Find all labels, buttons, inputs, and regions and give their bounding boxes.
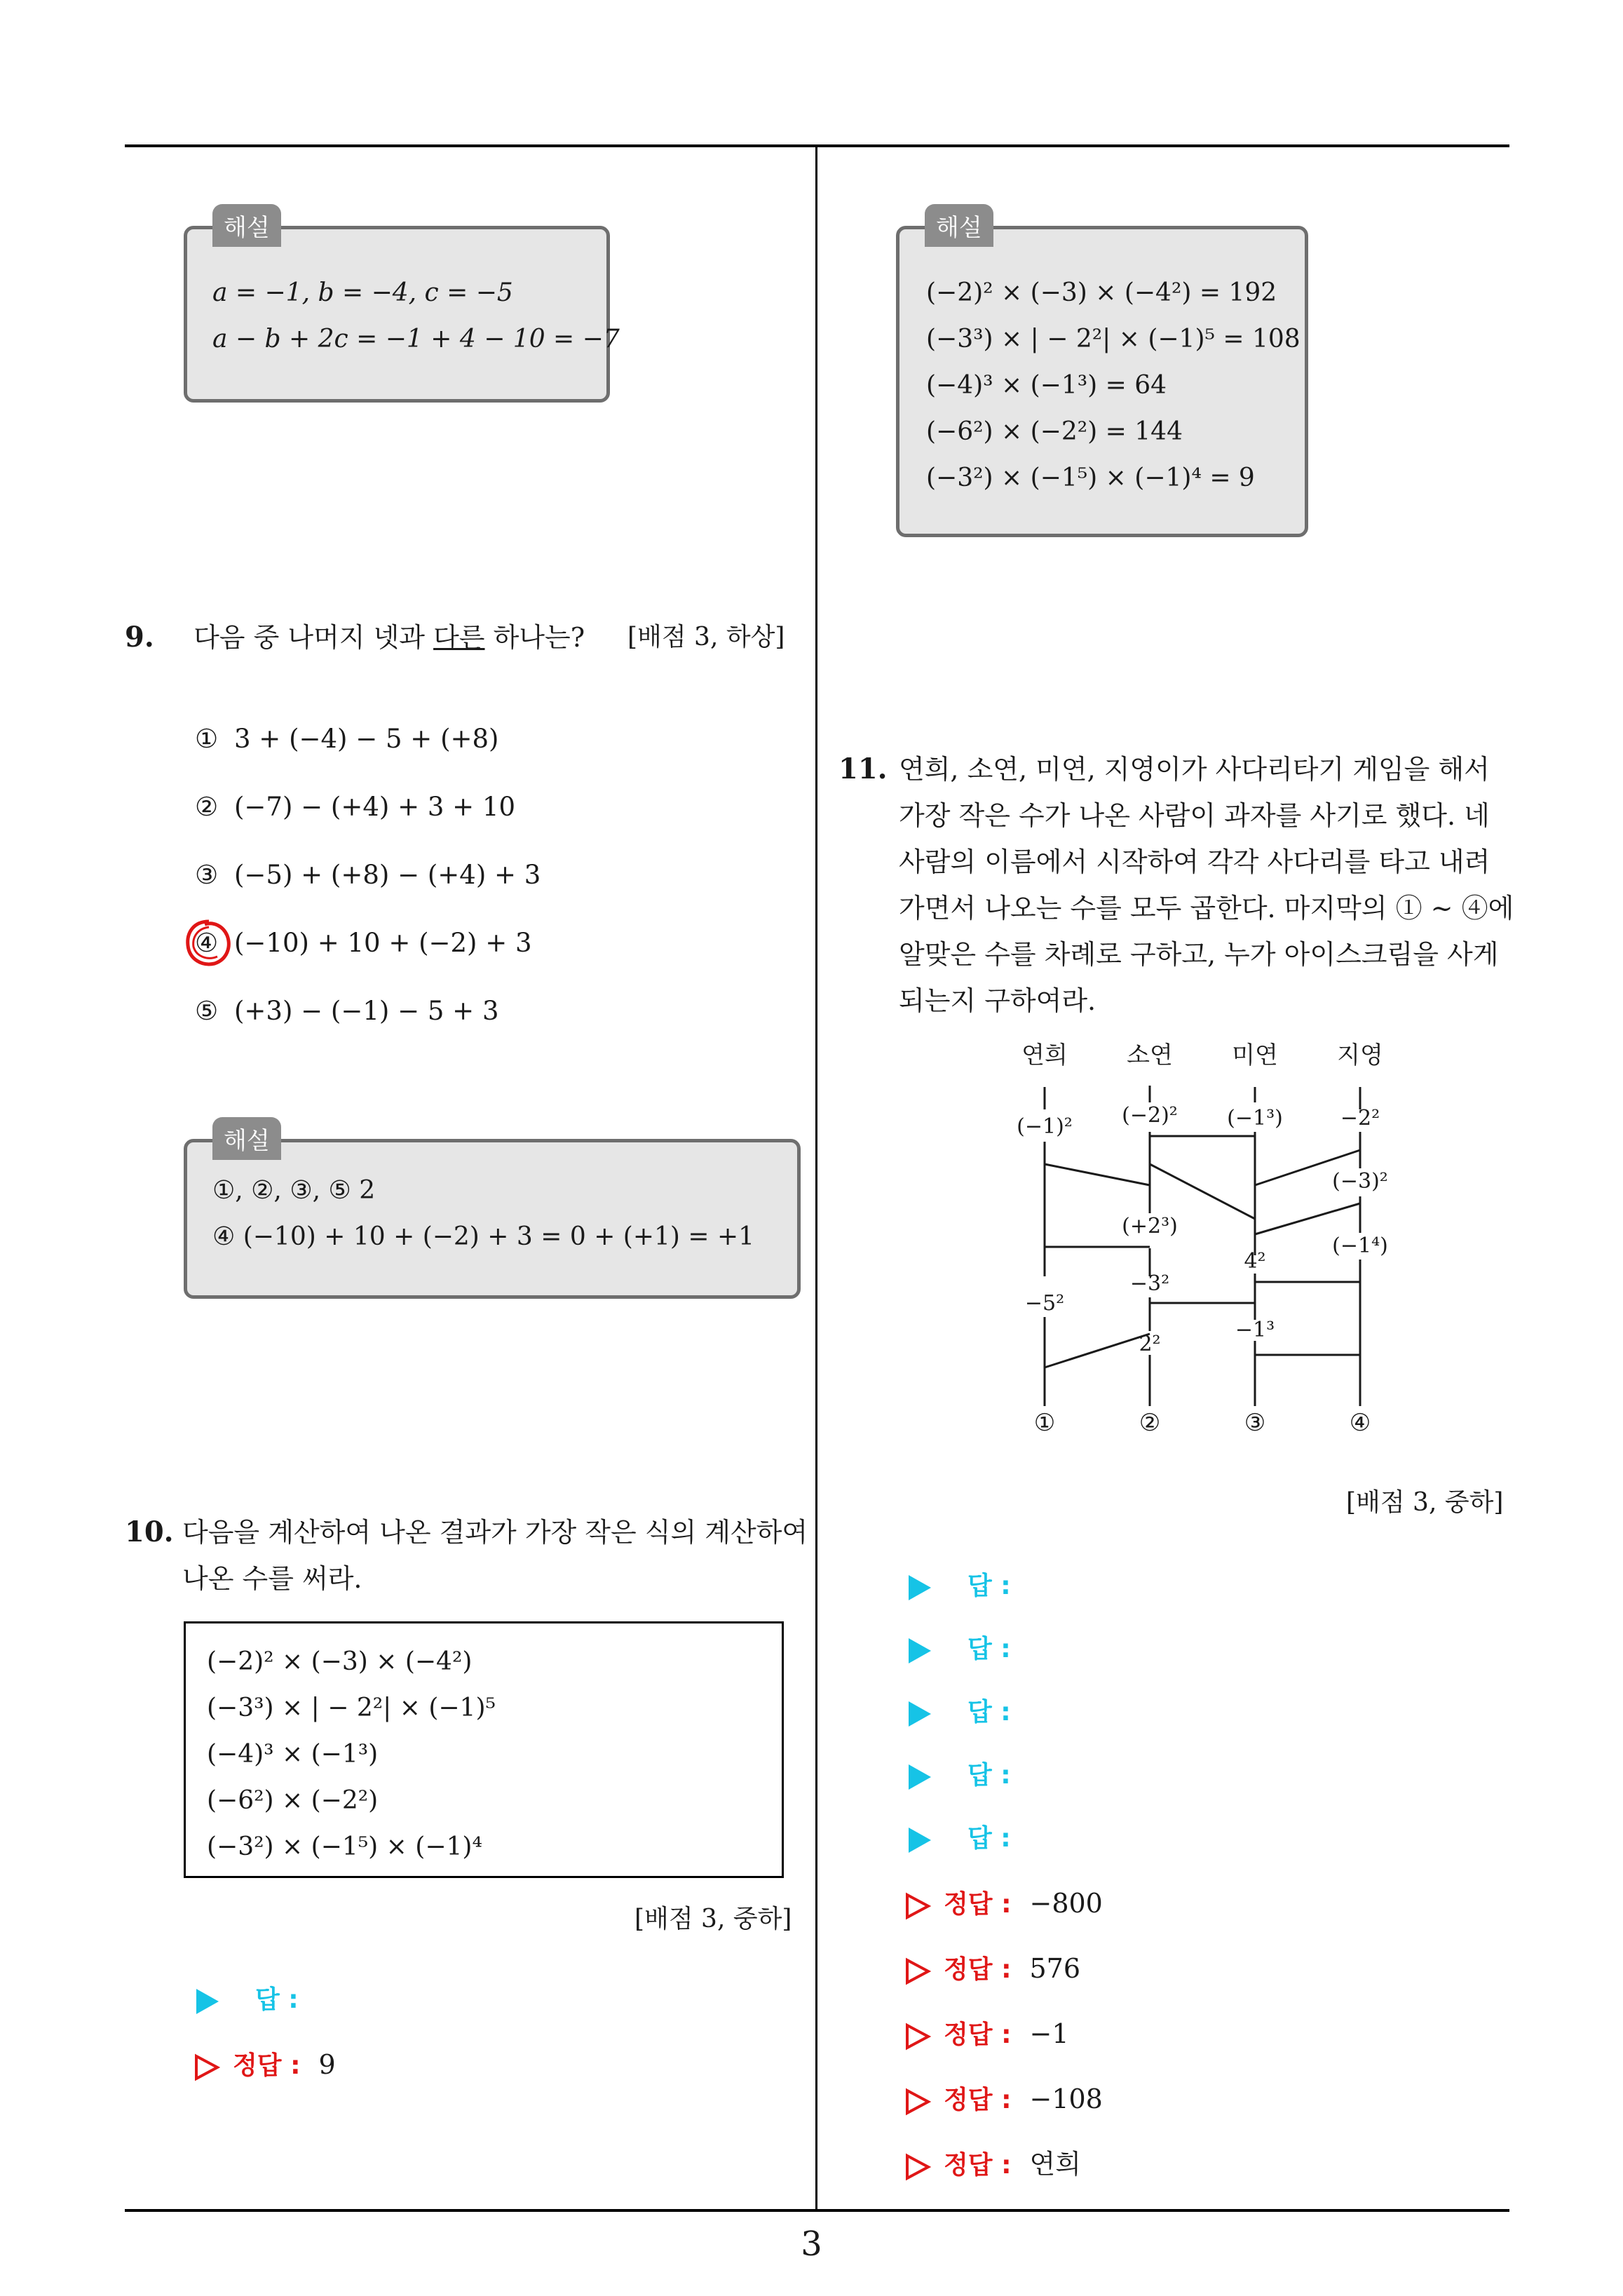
correct-value: 9 xyxy=(318,2049,336,2080)
ladder-bottom: ③ xyxy=(1244,1409,1266,1437)
solution-line: (−4)³ × (−1³) = 64 xyxy=(926,371,1167,400)
expression-line: (−2)² × (−3) × (−4²) xyxy=(207,1647,473,1676)
question-11 xyxy=(838,746,1526,1024)
correct-value: −1 xyxy=(1029,2018,1069,2049)
ladder-name: 지영 xyxy=(1337,1041,1383,1069)
ladder-name: 미연 xyxy=(1232,1041,1278,1069)
play-triangle-icon xyxy=(909,1828,931,1853)
question-number: 9. xyxy=(125,621,154,654)
solution-line: (−3²) × (−1⁵) × (−1)⁴ = 9 xyxy=(926,464,1255,492)
column-divider xyxy=(815,144,817,2210)
points-label: [배점 3, 중하] xyxy=(1346,1488,1504,1517)
question-text-cont: 나온 수를 써라. xyxy=(182,1563,362,1594)
question-text: 연희, 소연, 미연, 지영이가 사다리타기 게임을 해서 xyxy=(899,754,1490,785)
outline-triangle-icon xyxy=(904,1957,931,1985)
choice-2[interactable]: ② (−7) − (+4) + 3 + 10 xyxy=(195,792,516,822)
expression-box xyxy=(184,1621,784,1878)
question-text: 되는지 구하여라. xyxy=(899,985,1096,1016)
question-10 xyxy=(125,1509,812,1602)
correct-answer-row-4: 정답 : −108 xyxy=(904,2078,1103,2120)
solution-box-q10 xyxy=(896,214,1308,537)
ladder-value: (−1³) xyxy=(1227,1106,1283,1130)
play-triangle-icon xyxy=(909,1575,931,1600)
play-triangle-icon xyxy=(909,1764,931,1790)
answer-row[interactable]: 답 : xyxy=(196,1978,299,2020)
ladder-lines xyxy=(1045,1086,1360,1406)
correct-value: 연희 xyxy=(1029,2149,1081,2180)
question-text: 다음을 계산하여 나온 결과가 가장 작은 식의 계산하여 xyxy=(182,1517,808,1548)
bottom-rule xyxy=(125,2209,1509,2212)
outline-triangle-icon xyxy=(904,2022,931,2051)
ladder-name: 연희 xyxy=(1021,1041,1068,1069)
ladder-value: 4² xyxy=(1244,1249,1266,1274)
ladder-value: (−3)² xyxy=(1332,1169,1388,1194)
play-triangle-icon xyxy=(909,1638,931,1663)
answer-row-3[interactable]: 답 : xyxy=(909,1690,1011,1732)
points-label: [배점 3, 중하] xyxy=(634,1905,792,1933)
correct-answer-row-5: 정답 : 연희 xyxy=(904,2143,1081,2185)
question-text: 가장 작은 수가 나온 사람이 과자를 사기로 했다. 네 xyxy=(899,800,1490,831)
ladder-value: −2² xyxy=(1340,1106,1380,1130)
ladder-value: (−2)² xyxy=(1122,1103,1178,1128)
expression-line: (−6²) × (−2²) xyxy=(207,1786,379,1815)
choice-3[interactable]: ③ (−5) + (+8) − (+4) + 3 xyxy=(195,860,541,890)
answer-row-5[interactable]: 답 : xyxy=(909,1816,1011,1858)
solution-line: (−3³) × | − 2²| × (−1)⁵ = 108 xyxy=(926,325,1301,353)
expression-line: (−3²) × (−1⁵) × (−1)⁴ xyxy=(207,1832,482,1861)
page-number: 3 xyxy=(801,2224,822,2264)
answer-row-4[interactable]: 답 : xyxy=(909,1753,1011,1795)
answer-row-2[interactable]: 답 : xyxy=(909,1627,1011,1669)
solution-line: (−6²) × (−2²) = 144 xyxy=(926,417,1183,446)
solution-line: ①, ②, ③, ⑤ 2 xyxy=(212,1176,376,1205)
play-triangle-icon xyxy=(196,1989,219,2014)
ladder-bottom: ④ xyxy=(1349,1409,1371,1437)
solution-line: (−2)² × (−3) × (−4²) = 192 xyxy=(926,278,1277,307)
ladder-value: −5² xyxy=(1024,1291,1065,1316)
ladder-diagram xyxy=(996,1038,1430,1452)
correct-answer-row-3: 정답 : −1 xyxy=(904,2013,1069,2055)
outline-triangle-icon xyxy=(193,2053,220,2081)
ladder-value: −3² xyxy=(1129,1271,1170,1296)
correct-value: −108 xyxy=(1029,2084,1103,2114)
solution-tag: 해설 xyxy=(925,204,993,247)
question-text: 사람의 이름에서 시작하여 각각 사다리를 타고 내려 xyxy=(899,846,1490,877)
ladder-value: −1³ xyxy=(1235,1318,1275,1342)
ladder-bottom: ② xyxy=(1139,1409,1161,1437)
correct-answer-row-1: 정답 : −800 xyxy=(904,1882,1103,1924)
ladder-name: 소연 xyxy=(1127,1041,1173,1069)
outline-triangle-icon xyxy=(904,2153,931,2181)
solution-line: a − b + 2c = −1 + 4 − 10 = −7 xyxy=(212,325,620,353)
solution-box-q9 xyxy=(184,1127,801,1299)
answer-row-1[interactable]: 답 : xyxy=(909,1564,1011,1606)
question-text: 가면서 나오는 수를 모두 곱한다. 마지막의 ① ∼ ④에 xyxy=(899,893,1514,924)
choice-4[interactable]: ④ (−10) + 10 + (−2) + 3 xyxy=(195,928,532,958)
outline-triangle-icon xyxy=(904,2088,931,2116)
ladder-value: (+2³) xyxy=(1122,1214,1178,1238)
correct-value: −800 xyxy=(1029,1888,1103,1919)
solution-box-prev xyxy=(184,214,620,403)
solution-tag: 해설 xyxy=(212,1117,281,1160)
question-text: 알맞은 수를 차례로 구하고, 누가 아이스크림을 사게 xyxy=(899,939,1499,970)
solution-tag: 해설 xyxy=(212,204,281,247)
question-number: 10. xyxy=(125,1515,174,1548)
choice-1[interactable]: ① 3 + (−4) − 5 + (+8) xyxy=(195,724,499,754)
ladder-value: (−1⁴) xyxy=(1332,1234,1388,1258)
solution-line: ④ (−10) + 10 + (−2) + 3 = 0 + (+1) = +1 xyxy=(212,1222,755,1251)
expression-line: (−3³) × | − 2²| × (−1)⁵ xyxy=(207,1694,496,1722)
question-text: 다음 중 나머지 넷과 다른 하나는? xyxy=(193,622,585,653)
outline-triangle-icon xyxy=(904,1892,931,1920)
ladder-value: 2² xyxy=(1139,1332,1161,1356)
solution-line: a = −1, b = −4, c = −5 xyxy=(212,278,513,307)
points-label: [배점 3, 하상] xyxy=(627,623,785,651)
correct-answer-row: 정답 : 9 xyxy=(193,2044,336,2086)
correct-answer-row-2: 정답 : 576 xyxy=(904,1947,1080,1990)
expression-line: (−4)³ × (−1³) xyxy=(207,1740,379,1769)
question-number: 11. xyxy=(838,752,888,785)
choice-5[interactable]: ⑤ (+3) − (−1) − 5 + 3 xyxy=(195,996,499,1026)
correct-value: 576 xyxy=(1029,1953,1081,1984)
ladder-value: (−1)² xyxy=(1017,1114,1073,1139)
answer-circle-mark xyxy=(181,916,237,972)
play-triangle-icon xyxy=(909,1701,931,1727)
ladder-bottom: ① xyxy=(1033,1409,1056,1437)
